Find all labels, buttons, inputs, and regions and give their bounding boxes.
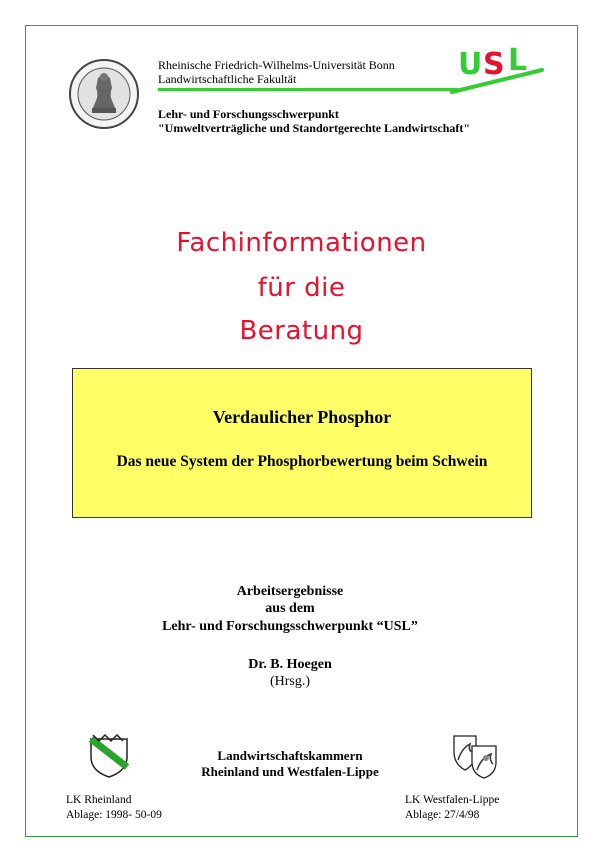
westfalen-lippe-crest-icon [452, 732, 502, 780]
topic-box [72, 368, 532, 518]
university-name: Rheinische Friedrich-Wilhelms-Universität Bonn [158, 58, 395, 72]
focus-subtitle: "Umweltverträgliche und Standortgerechte Landwirtschaft" [158, 121, 471, 135]
results-line-3: Lehr- und Forschungsschwerpunkt “USL” [162, 619, 418, 634]
chambers-line-1: Landwirtschaftskammern [217, 748, 363, 763]
results-line-2: aus dem [265, 601, 315, 616]
topic-subtitle: Das neue System der Phosphorbewertung beim Schwein [116, 453, 488, 470]
chambers-line-2: Rheinland und Westfalen-Lippe [201, 764, 379, 779]
topic-title: Verdaulicher Phosphor [212, 407, 392, 427]
footer-right-name: LK Westfalen-Lippe [405, 794, 500, 806]
header-rule [158, 88, 458, 91]
editor-name: Dr. B. Hoegen [248, 657, 332, 672]
footer-right-filing: Ablage: 27/4/98 [405, 809, 480, 821]
usl-logo-l: L [508, 43, 528, 78]
title-line-3: Beratung [239, 316, 364, 346]
usl-logo-u: U [458, 47, 483, 82]
usl-logo-s: S [483, 47, 505, 82]
university-seal-icon [68, 58, 140, 130]
title-line-1: Fachinformationen [176, 228, 427, 258]
usl-logo [450, 40, 545, 102]
footer-left-filing: Ablage: 1998- 50-09 [66, 809, 162, 821]
focus-title: Lehr- und Forschungsschwerpunkt [158, 107, 339, 121]
title-line-2: für die [257, 273, 346, 303]
faculty-name: Landwirtschaftliche Fakultät [158, 72, 297, 86]
editor-role: (Hrsg.) [269, 674, 311, 689]
footer-left-name: LK Rheinland [66, 794, 132, 806]
results-line-1: Arbeitsergebnisse [236, 584, 344, 599]
